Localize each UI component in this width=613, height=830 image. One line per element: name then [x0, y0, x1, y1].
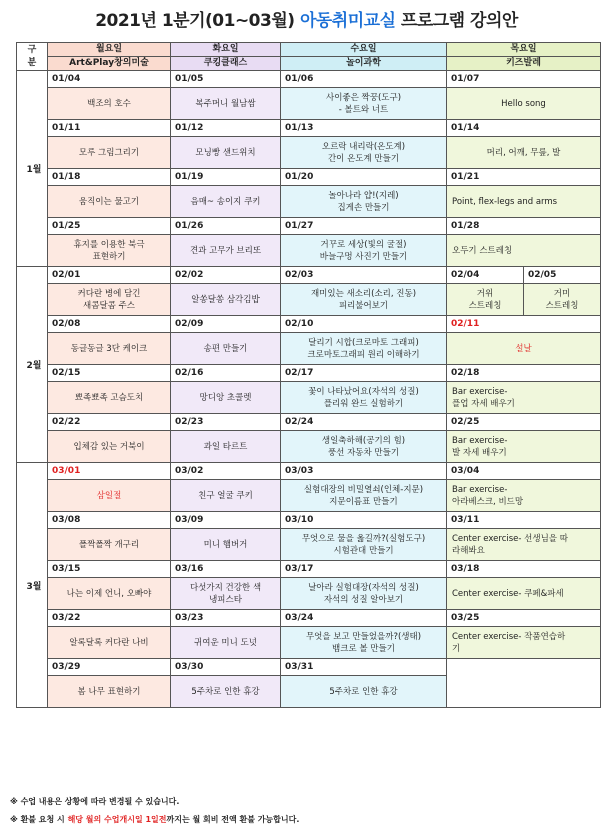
date-cell: 02/22 [48, 414, 171, 431]
date-cell: 01/07 [447, 71, 601, 88]
class-cell: 휴지를 이용한 북극 표현하기 [48, 235, 171, 267]
page-title [0, 6, 613, 31]
class-cell: Hello song [447, 88, 601, 120]
header-thu-day: 목요일 [447, 43, 601, 57]
class-cell: 모닝빵 샌드위치 [171, 137, 281, 169]
empty-diagonal-cell [447, 659, 601, 708]
date-cell: 01/18 [48, 169, 171, 186]
class-cell: Center exercise- 쿠페&파세 [447, 578, 601, 610]
date-cell: 03/15 [48, 561, 171, 578]
class-cell: 움직이는 물고기 [48, 186, 171, 218]
date-cell: 01/05 [171, 71, 281, 88]
header-wed-day: 수요일 [281, 43, 447, 57]
month-label-jan: 1월 [17, 71, 48, 267]
header-mon-day: 월요일 [48, 43, 171, 57]
class-cell: 송편 만들기 [171, 333, 281, 365]
class-cell: 무엇으로 물을 옮길까?(실험도구) 시험관대 만들기 [281, 529, 447, 561]
schedule-table [16, 42, 601, 708]
date-cell: 02/24 [281, 414, 447, 431]
date-cell: 03/04 [447, 463, 601, 480]
note-change: ※ 수업 내용은 상황에 따라 변경될 수 있습니다. [10, 797, 180, 806]
date-cell: 02/25 [447, 414, 601, 431]
class-cell: 오르락 내리락(온도계) 간이 온도계 만들기 [281, 137, 447, 169]
class-cell: 알쏭달쏭 삼각김밥 [171, 284, 281, 316]
class-cell: 꽃이 나타났어요(자석의 성질) 플리워 완드 실험하기 [281, 382, 447, 414]
date-cell: 02/23 [171, 414, 281, 431]
date-cell: 03/09 [171, 512, 281, 529]
date-cell: 03/11 [447, 512, 601, 529]
class-cell: 폴짝폴짝 개구리 [48, 529, 171, 561]
date-cell: 01/28 [447, 218, 601, 235]
title-highlight: 아동취미교실 [299, 11, 396, 31]
date-cell: 03/29 [48, 659, 171, 676]
date-cell: 03/25 [447, 610, 601, 627]
date-cell: 01/19 [171, 169, 281, 186]
class-cell: 커다란 병에 담긴 새콤달콤 주스 [48, 284, 171, 316]
date-cell: 02/15 [48, 365, 171, 382]
class-cell: 모루 그림그리기 [48, 137, 171, 169]
date-cell: 01/14 [447, 120, 601, 137]
date-cell: 02/11 [447, 316, 601, 333]
date-cell: 01/04 [48, 71, 171, 88]
header-subject-row [17, 57, 601, 71]
date-cell: 01/12 [171, 120, 281, 137]
header-gubun: 구 분 [17, 43, 48, 71]
title-suffix: 프로그램 강의안 [395, 11, 518, 31]
class-cell: 사이좋은 짝꿍(도구) - 볼트와 너트 [281, 88, 447, 120]
date-cell: 02/16 [171, 365, 281, 382]
header-mon-subject: Art&Play창의미술 [48, 57, 171, 71]
date-cell: 03/22 [48, 610, 171, 627]
class-cell: 과일 타르트 [171, 431, 281, 463]
class-cell: 봄 나무 표현하기 [48, 676, 171, 708]
date-cell: 02/05 [524, 267, 601, 284]
date-cell: 02/08 [48, 316, 171, 333]
class-cell: 미니 햄버거 [171, 529, 281, 561]
class-cell: Center exercise- 작품연습하 기 [447, 627, 601, 659]
class-cell: 5주차로 인한 휴강 [281, 676, 447, 708]
header-thu-subject: 키즈발레 [447, 57, 601, 71]
class-cell: 오두기 스트레칭 [447, 235, 601, 267]
class-cell: 다섯가지 건강한 색 냉피스타 [171, 578, 281, 610]
class-cell: 달리기 시합(크로마토 그래피) 크로마토그래피 원리 이해하기 [281, 333, 447, 365]
class-cell: 머리, 어깨, 무릎, 발 [447, 137, 601, 169]
date-cell: 01/11 [48, 120, 171, 137]
date-cell: 01/20 [281, 169, 447, 186]
header-wed-subject: 놀이과학 [281, 57, 447, 71]
class-cell: 망디앙 초콜렛 [171, 382, 281, 414]
class-cell: 음매~ 송이지 쿠키 [171, 186, 281, 218]
class-cell: 알록달록 커다란 나비 [48, 627, 171, 659]
date-cell: 03/23 [171, 610, 281, 627]
class-cell: 날아라 실험대장(자석의 성질) 자석의 성질 알아보기 [281, 578, 447, 610]
holiday-cell: 삼일절 [48, 480, 171, 512]
date-cell: 02/17 [281, 365, 447, 382]
date-cell: 03/16 [171, 561, 281, 578]
class-cell: 무엇을 보고 만들었을까?(생태) 뱀크로 볼 만들기 [281, 627, 447, 659]
date-cell: 02/09 [171, 316, 281, 333]
date-cell: 01/13 [281, 120, 447, 137]
title-prefix: 2021년 1분기(01~03월) [95, 11, 300, 31]
class-cell: 생일축하해(공기의 힘) 풍선 자동차 만들기 [281, 431, 447, 463]
class-cell: 친구 얼굴 쿠키 [171, 480, 281, 512]
header-tue-subject: 쿠킹클래스 [171, 57, 281, 71]
class-cell: 귀여운 미니 도넛 [171, 627, 281, 659]
header-tue-day: 화요일 [171, 43, 281, 57]
class-cell: Center exercise- 선생님을 따 라해봐요 [447, 529, 601, 561]
class-cell: 놀아나라 얍!(지레) 집게손 만들기 [281, 186, 447, 218]
date-cell: 01/06 [281, 71, 447, 88]
class-cell: 백조의 호수 [48, 88, 171, 120]
class-cell: 거위 스트레칭 [447, 284, 524, 316]
class-cell: 5주차로 인한 휴강 [171, 676, 281, 708]
date-cell: 03/08 [48, 512, 171, 529]
note-refund: ※ 환불 요청 시 해당 월의 수업개시일 1일전까지는 월 회비 전액 환불 가능합니다. [10, 815, 300, 824]
class-cell: 복주머니 월남쌈 [171, 88, 281, 120]
footnotes [10, 793, 299, 829]
header-row [17, 43, 601, 57]
date-cell: 03/03 [281, 463, 447, 480]
date-cell: 02/04 [447, 267, 524, 284]
class-cell: 뾰족뾰족 고슴도치 [48, 382, 171, 414]
date-cell: 02/10 [281, 316, 447, 333]
date-cell: 03/24 [281, 610, 447, 627]
date-cell: 02/02 [171, 267, 281, 284]
class-cell: 거꾸로 세상(빛의 굴절) 바늘구멍 사진기 만들기 [281, 235, 447, 267]
class-cell: Bar exercise- 발 자세 배우기 [447, 431, 601, 463]
date-cell: 02/18 [447, 365, 601, 382]
date-cell: 03/31 [281, 659, 447, 676]
date-cell: 03/02 [171, 463, 281, 480]
date-cell: 03/10 [281, 512, 447, 529]
class-cell: 재미있는 새소리(소리, 진동) 피리불어보기 [281, 284, 447, 316]
class-cell: 거미 스트레칭 [524, 284, 601, 316]
class-cell: 입체감 있는 거북이 [48, 431, 171, 463]
date-cell: 03/30 [171, 659, 281, 676]
class-cell: 실험대장의 비밀열쇠(인체-지문) 지문이름표 만들기 [281, 480, 447, 512]
holiday-cell: 설날 [447, 333, 601, 365]
month-label-mar: 3월 [17, 463, 48, 708]
date-cell: 02/01 [48, 267, 171, 284]
date-cell: 03/01 [48, 463, 171, 480]
date-cell: 01/21 [447, 169, 601, 186]
date-cell: 03/17 [281, 561, 447, 578]
date-cell: 01/26 [171, 218, 281, 235]
class-cell: 나는 이제 언니, 오빠야 [48, 578, 171, 610]
class-cell: 동글동글 3단 케이크 [48, 333, 171, 365]
date-cell: 02/03 [281, 267, 447, 284]
month-label-feb: 2월 [17, 267, 48, 463]
class-cell: Bar exercise- 플업 자세 배우기 [447, 382, 601, 414]
class-cell: Bar exercise- 아라베스크, 비드망 [447, 480, 601, 512]
date-cell: 01/25 [48, 218, 171, 235]
date-cell: 03/18 [447, 561, 601, 578]
class-cell: 견과 고무가 브리또 [171, 235, 281, 267]
date-cell: 01/27 [281, 218, 447, 235]
class-cell: Point, flex-legs and arms [447, 186, 601, 218]
